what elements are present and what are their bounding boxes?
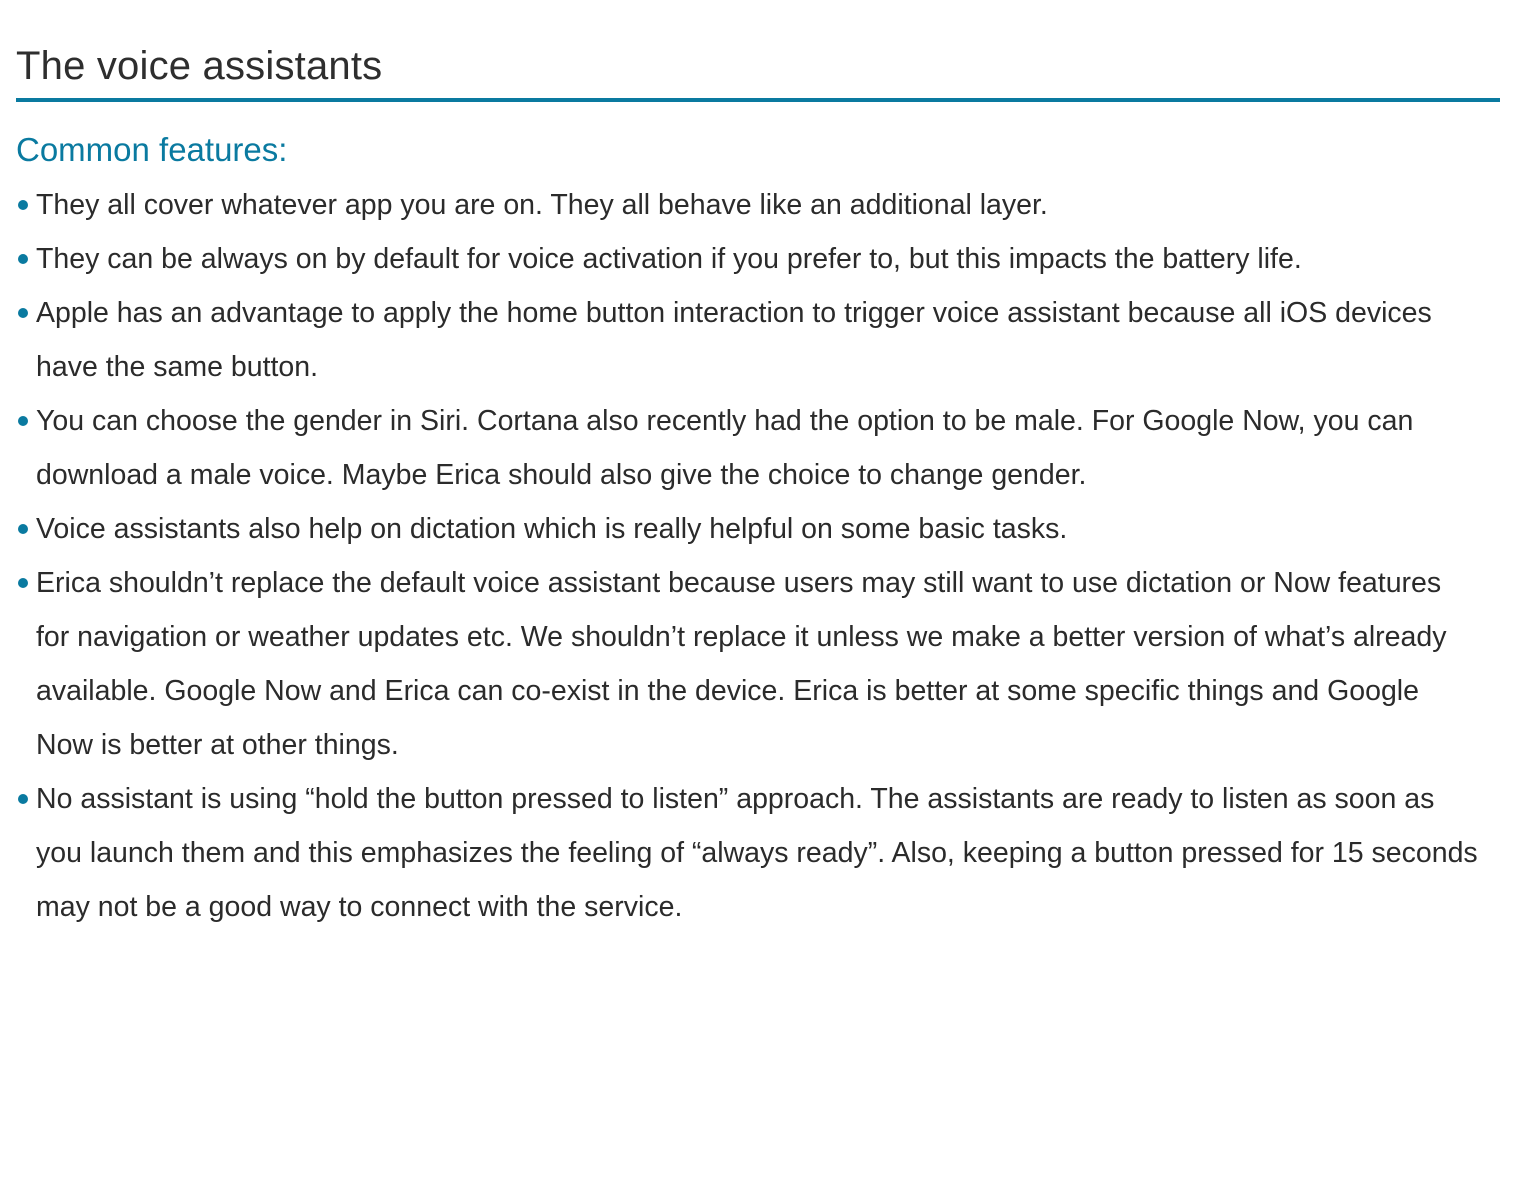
section-heading: Common features: [16,131,288,168]
bullet-icon [18,416,28,426]
bullet-icon [18,200,28,210]
bullet-icon [18,308,28,318]
list-item [16,772,1500,934]
list-item-text: You can choose the gender in Siri. Cortana also recently had the option to be male. For Google Now, you can download a male voice. Maybe Erica should also give the choice to change gender. [36,405,1414,491]
list-item [16,502,1500,556]
bullet-icon [18,578,28,588]
bullet-icon [18,254,28,264]
list-item-text: No assistant is using “hold the button pressed to listen” approach. The assistants are ready to listen as soon as you launch them and this emphasizes the feeling of “always ready”. Also, keeping a button pressed for 15 seconds may not be a good way to connect with the service. [36,783,1478,923]
page-title: The voice assistants [16,44,383,88]
bullet-icon [18,794,28,804]
list-item [16,394,1500,502]
list-item [16,556,1500,772]
feature-list [16,178,1500,934]
list-item-text: Erica shouldn’t replace the default voice assistant because users may still want to use dictation or Now features for navigation or weather updates etc. We shouldn’t replace it unless we make a better version of what’s already available. Google Now and Erica can co-exist in the device. Erica is better at some specific things and Google Now is better at other things. [36,567,1447,761]
list-item [16,286,1500,394]
list-item [16,232,1500,286]
list-item-text: Voice assistants also help on dictation which is really helpful on some basic tasks. [36,513,1068,545]
list-item [16,178,1500,232]
list-item-text: They can be always on by default for voice activation if you prefer to, but this impacts the battery life. [36,243,1302,275]
list-item-text: Apple has an advantage to apply the home button interaction to trigger voice assistant because all iOS devices have the same button. [36,297,1432,383]
list-item-text: They all cover whatever app you are on. They all behave like an additional layer. [36,189,1048,221]
bullet-icon [18,524,28,534]
